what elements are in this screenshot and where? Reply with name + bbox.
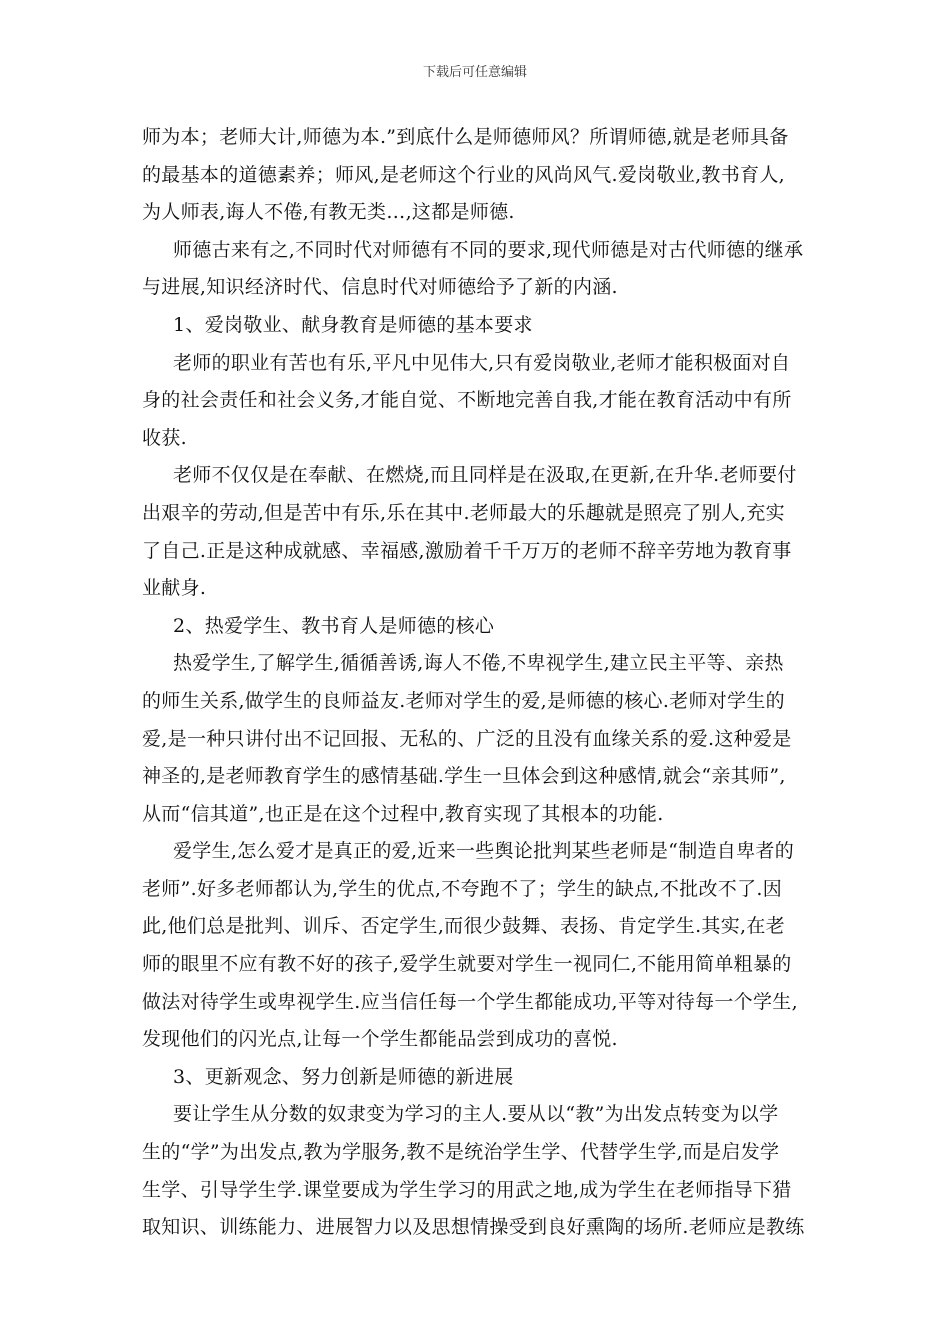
text-line: 师的眼里不应有教不好的孩子,爱学生就要对学生一视同仁,不能用简单粗暴的 bbox=[142, 953, 792, 976]
text-line: 出艰辛的劳动,但是苦中有乐,乐在其中.老师最大的乐趣就是照亮了别人,充实 bbox=[142, 501, 785, 524]
paragraph-start-line: 师德古来有之,不同时代对师德有不同的要求,现代师德是对古代师德的继承 bbox=[173, 238, 804, 261]
text-line: 神圣的,是老师教育学生的感情基础.学生一旦体会到这种感情,就会“亲其师”, bbox=[142, 765, 786, 788]
text-line: 的最基本的道德素养；师风,是老师这个行业的风尚风气.爱岗敬业,教书育人, bbox=[142, 163, 785, 186]
paragraph-start-line: 热爱学生,了解学生,循循善诱,诲人不倦,不卑视学生,建立民主平等、亲热 bbox=[173, 652, 784, 675]
section-heading-3: 3、更新观念、努力创新是师德的新进展 bbox=[173, 1065, 514, 1088]
text-line: 取知识、训练能力、进展智力以及思想情操受到良好熏陶的场所.老师应是教练 bbox=[142, 1216, 805, 1239]
paragraph-start-line: 老师的职业有苦也有乐,平凡中见伟大,只有爱岗敬业,老师才能积极面对自 bbox=[173, 351, 791, 374]
text-line: 业献身. bbox=[142, 577, 207, 600]
text-line: 爱,是一种只讲付出不记回报、无私的、广泛的且没有血缘关系的爱.这种爱是 bbox=[142, 727, 792, 750]
text-line: 了自己.正是这种成就感、幸福感,激励着千千万万的老师不辞辛劳地为教育事 bbox=[142, 539, 792, 562]
text-line: 收获. bbox=[142, 426, 187, 449]
text-line: 生学、引导学生学.课堂要成为学生学习的用武之地,成为学生在老师指导下猎 bbox=[142, 1178, 792, 1201]
text-line: 生的“学”为出发点,教为学服务,教不是统治学生学、代替学生学,而是启发学 bbox=[142, 1141, 780, 1164]
text-line: 师为本；老师大计,师德为本.”到底什么是师德师风？所谓师德,就是老师具备 bbox=[142, 126, 789, 148]
text-line: 与进展,知识经济时代、信息时代对师德给予了新的内涵. bbox=[142, 276, 618, 299]
text-line: 身的社会责任和社会义务,才能自觉、不断地完善自我,才能在教育活动中有所 bbox=[142, 389, 792, 412]
paragraph-start-line: 老师不仅仅是在奉献、在燃烧,而且同样是在汲取,在更新,在升华.老师要付 bbox=[173, 464, 797, 487]
section-heading-1: 1、爱岗敬业、献身教育是师德的基本要求 bbox=[173, 313, 533, 336]
text-line: 做法对待学生或卑视学生.应当信任每一个学生都能成功,平等对待每一个学生, bbox=[142, 990, 798, 1013]
text-line: 发现他们的闪光点,让每一个学生都能品尝到成功的喜悦. bbox=[142, 1028, 618, 1051]
paragraph-start-line: 爱学生,怎么爱才是真正的爱,近来一些舆论批判某些老师是“制造自卑者的 bbox=[173, 840, 794, 863]
text-line: 此,他们总是批判、训斥、否定学生,而很少鼓舞、表扬、肯定学生.其实,在老 bbox=[142, 915, 785, 938]
section-heading-2: 2、热爱学生、教书育人是师德的核心 bbox=[173, 614, 495, 637]
paragraph-start-line: 要让学生从分数的奴隶变为学习的主人.要从以“教”为出发点转变为以学 bbox=[173, 1103, 779, 1126]
page-header: 下载后可任意编辑 bbox=[422, 65, 527, 80]
text-line: 为人师表,诲人不倦,有教无类…,这都是师德. bbox=[142, 201, 515, 224]
text-line: 的师生关系,做学生的良师益友.老师对学生的爱,是师德的核心.老师对学生的 bbox=[142, 689, 785, 712]
text-line: 从而“信其道”,也正是在这个过程中,教育实现了其根本的功能. bbox=[142, 802, 664, 825]
document-body bbox=[142, 119, 812, 1247]
text-line: 老师”.好多老师都认为,学生的优点,不夸跑不了；学生的缺点,不批改不了.因 bbox=[142, 877, 783, 900]
